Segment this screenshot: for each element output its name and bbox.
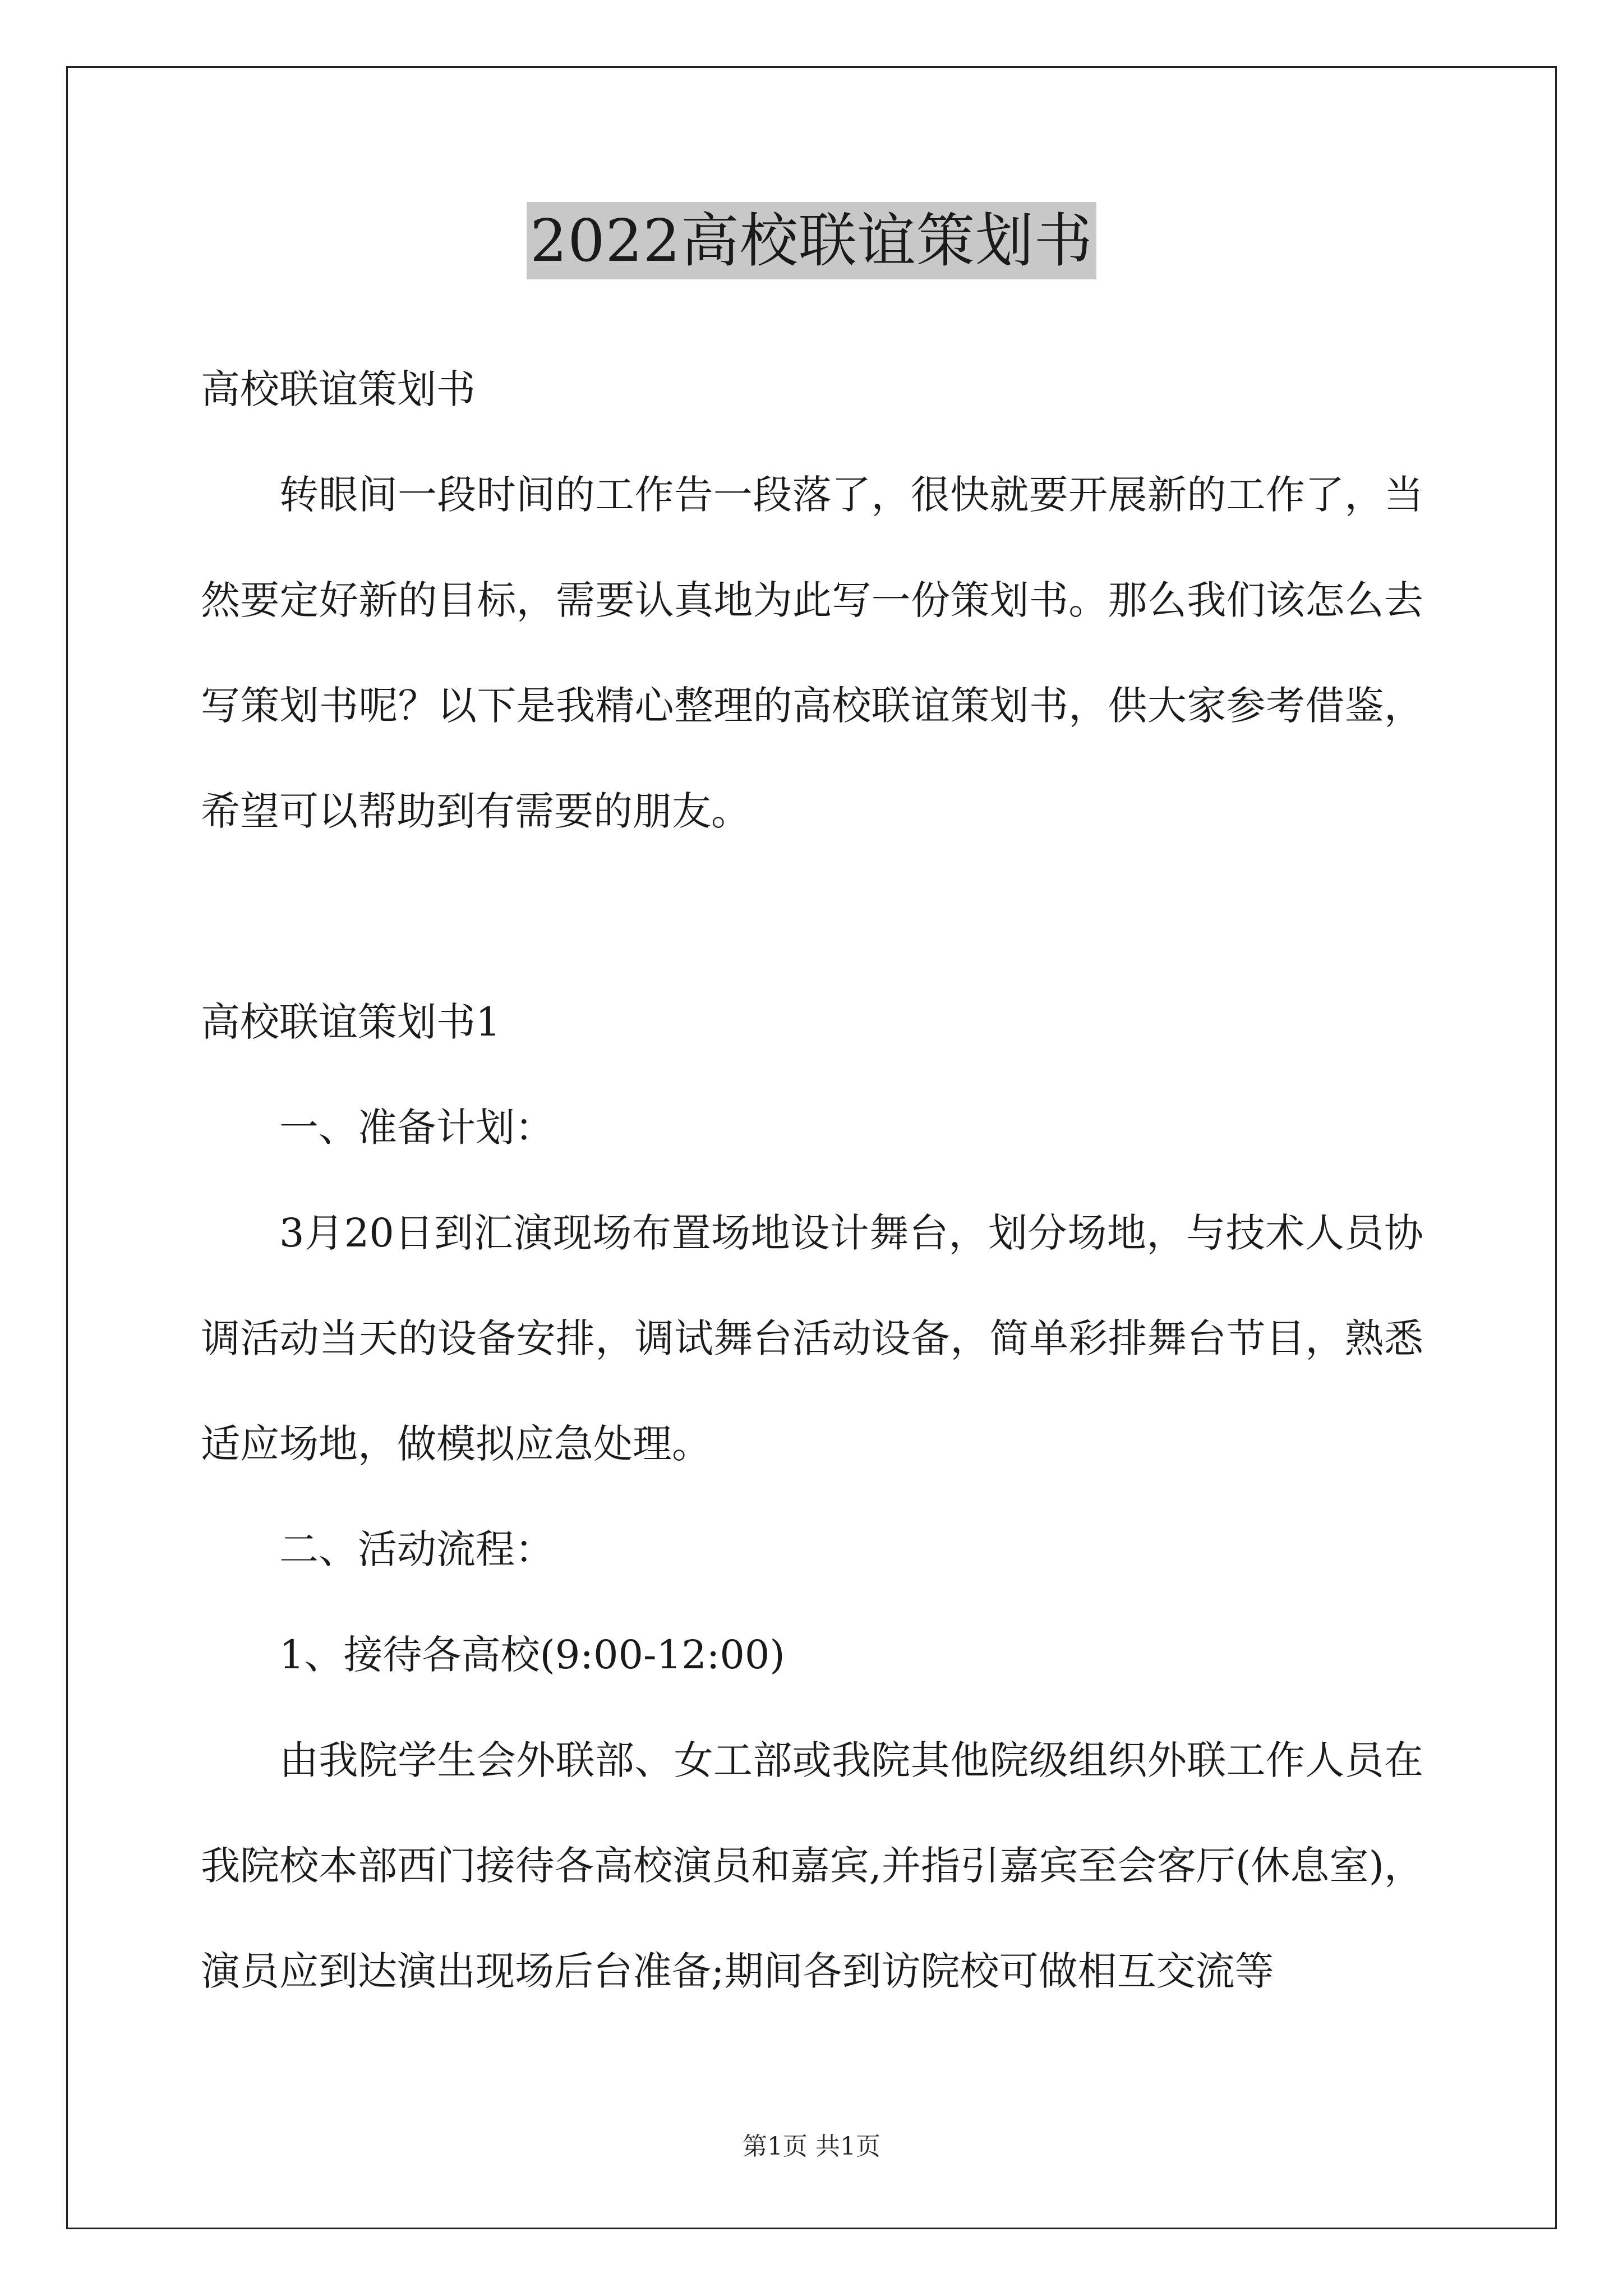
document-title: 2022高校联谊策划书 [527,202,1096,279]
page-footer: 第1页 共1页 [743,2132,880,2161]
document-body [201,337,1423,2024]
subtitle-paragraph: 高校联谊策划书 [201,366,476,412]
step-heading: 1、接待各高校(9:00-12:00) [279,1632,785,1678]
heading-preparation: 一、准备计划： [279,1105,554,1151]
section-heading: 高校联谊策划书1 [201,999,501,1045]
blank-line [201,864,1423,969]
heading-process: 二、活动流程： [279,1526,554,1572]
intro-paragraph: 转眼间一段时间的工作告一段落了，很快就要开展新的工作了，当然要定好新的目标，需要认真地为此写一份策划书。那么我们该怎么去写策划书呢？以下是我精心整理的高校联谊策划书，供大家参考借鉴，希望可以帮助到有需要的朋友。 [201,472,1423,834]
title-container [0,202,1623,279]
preparation-paragraph: 3月20日到汇演现场布置场地设计舞台，划分场地，与技术人员协调活动当天的设备安排，调试舞台活动设备，简单彩排舞台节目，熟悉适应场地，做模拟应急处理。 [201,1210,1423,1467]
reception-paragraph: 由我院学生会外联部、女工部或我院其他院级组织外联工作人员在我院校本部西门接待各高校演员和嘉宾,并指引嘉宾至会客厅(休息室)，演员应到达演出现场后台准备;期间各到访院校可做相互交流等 [201,1737,1423,1994]
